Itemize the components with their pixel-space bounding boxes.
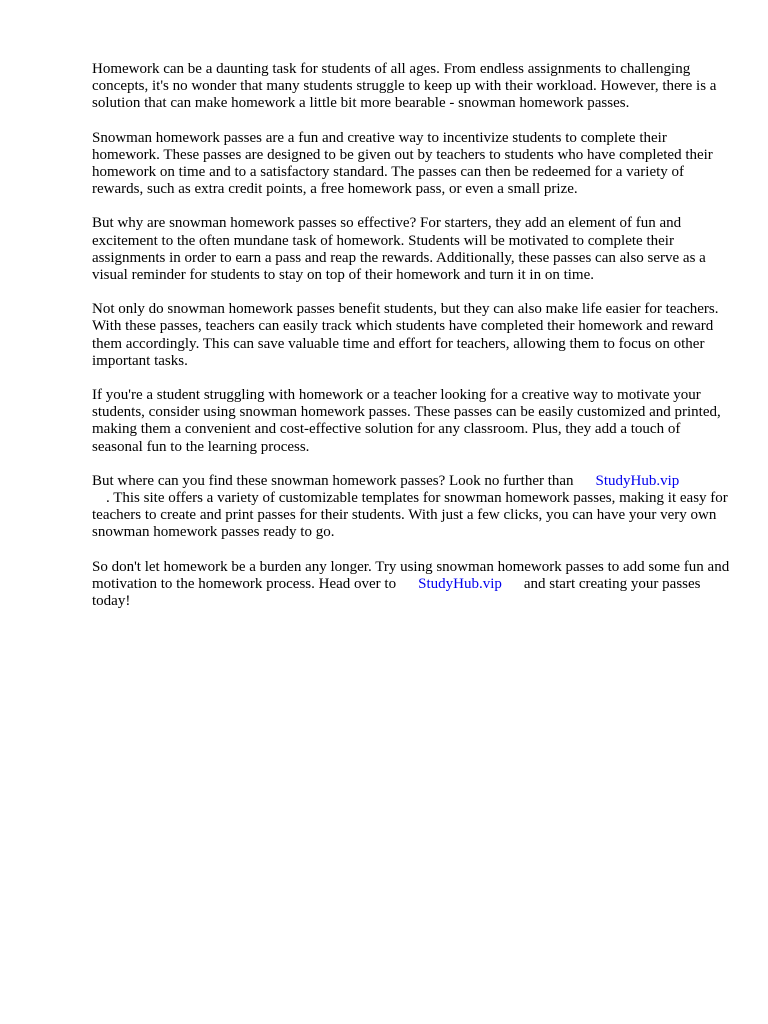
studyhub-link[interactable]: StudyHub.vip [418,575,502,592]
paragraph-text: and start creating your passes today! [92,575,701,610]
paragraph-what-are-passes: Snowman homework passes are a fun and creative way to incentivize students to complete their homework. These passes are designed to be given out by teachers to students who have completed their homework on time and to a satisfactory standard. The passes can then be redeemed for a variety of rewards, such as extra credit points, a free homework pass, or even a small prize. [92,129,713,198]
paragraph-text: But where can you find these snowman homework passes? Look no further than [92,472,574,489]
paragraph-teacher-benefits: Not only do snowman homework passes benefit students, but they can also make life easier for teachers. With these passes, teachers can easily track which students have completed their homework and reward them accordingly. This can save valuable time and effort for teachers, allowing them to focus on other important tasks. [92,301,719,369]
document-body [92,61,732,627]
paragraph-intro: Homework can be a daunting task for students of all ages. From endless assignments to challenging concepts, it's no wonder that many students struggle to keep up with their workload. However, there is a solution that can make homework a little bit more bearable - snowman homework passes. [92,61,717,112]
studyhub-link[interactable]: StudyHub.vip [595,472,680,489]
paragraph-recommendation: If you're a student struggling with homework or a teacher looking for a creative way to motivate your students, consider using snowman homework passes. These passes can be easily customized and printed, making them a convenient and cost-effective solution for any classroom. Plus, they add a touch of seasonal fun to the learning process. [92,387,721,455]
paragraph-where-to-find [92,473,732,542]
paragraph-call-to-action [92,559,732,611]
paragraph-text: So don't let homework be a burden any longer. Try using snowman homework passes to add some fun and motivation to the homework process. Head over to [92,558,730,592]
paragraph-text: . This site offers a variety of customizable templates for snowman homework passes, making it easy for teachers to create and print passes for their students. With just a few clicks, you can have your very own snowman homework passes ready to go. [92,490,728,541]
paragraph-why-effective: But why are snowman homework passes so effective? For starters, they add an element of fun and excitement to the often mundane task of homework. Students will be motivated to complete their assignments in order to earn a pass and reap the rewards. Additionally, these passes can also serve as a visual reminder for students to stay on top of their homework and turn it in on time. [92,215,706,284]
